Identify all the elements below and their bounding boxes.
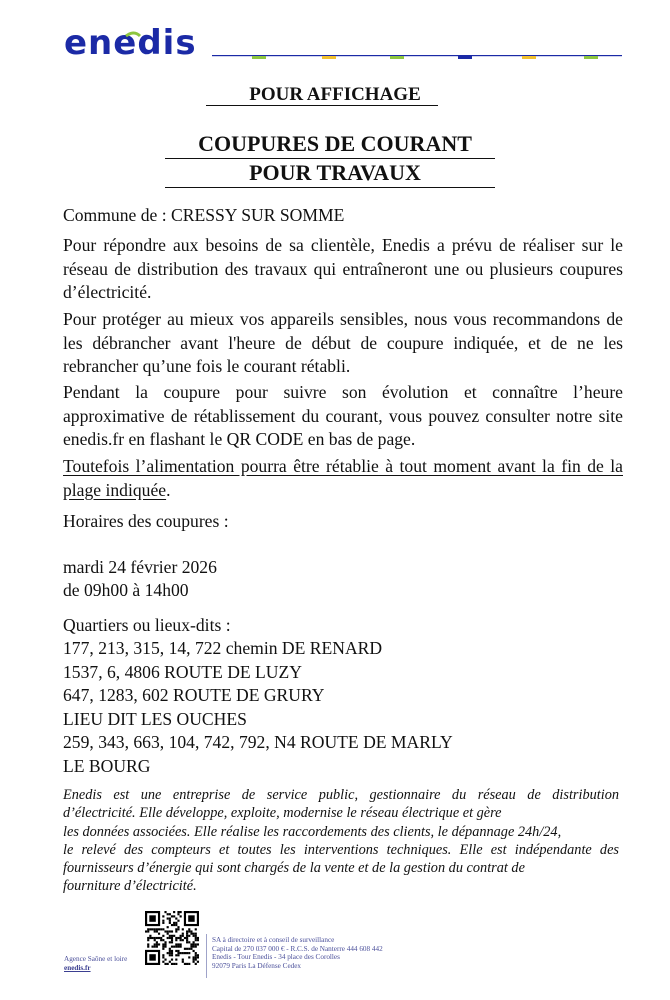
legal-notice	[63, 786, 619, 896]
area-item: 177, 213, 315, 14, 722 chemin DE RENARD	[63, 638, 383, 658]
company-line: Enedis - Tour Enedis - 34 place des Corolles	[212, 953, 340, 962]
agency-name: Agence Saône et loire	[64, 955, 128, 963]
legal-line: fournisseurs d’énergie qui sont chargés de la vente et de la gestion du contrat de	[63, 860, 525, 877]
commune-line: Commune de : CRESSY SUR SOMME	[63, 205, 345, 225]
display-underline	[206, 105, 438, 106]
qr-code-icon[interactable]	[145, 911, 199, 965]
legal-line: fourniture d’électricité.	[63, 878, 197, 895]
areas-label: Quartiers ou lieux-dits :	[63, 615, 231, 635]
agency-block	[64, 955, 127, 972]
area-item: 647, 1283, 602 ROUTE DE GRURY	[63, 685, 325, 705]
warning-period: .	[166, 479, 171, 500]
legal-line: les données associées. Elle réalise les raccordements des clients, le dépannage 24h/24,	[63, 823, 562, 840]
legal-line: le relevé des compteurs et toutes les interventions techniques. Elle est indépendante des	[63, 841, 619, 858]
paragraph-advice: Pour protéger au mieux vos appareils sensibles, nous vous recommandons de les débrancher avant l'heure de début de coupure indiquée, et de ne les rebrancher qu’une fois le courant rétabli.	[63, 309, 623, 376]
warning-underlined-text: Toutefois l’alimentation pourra être rétablie à tout moment avant la fin de la plage indiquée	[63, 456, 623, 500]
company-line: SA à directoire et à conseil de surveillance	[212, 936, 335, 944]
title-rule-2	[165, 187, 495, 188]
paragraph-warning	[63, 455, 623, 502]
legal-line: d’électricité. Elle développe, exploite, modernise le réseau électrique et gère	[63, 805, 502, 822]
footer-divider	[206, 934, 207, 978]
display-notice: POUR AFFICHAGE	[249, 84, 421, 105]
area-item: LIEU DIT LES OUCHES	[63, 708, 247, 729]
svg-text:enedis: enedis	[64, 24, 197, 60]
areas-list	[63, 637, 623, 778]
title-line-2: POUR TRAVAUX	[249, 160, 421, 185]
agency-link[interactable]: enedis.fr	[64, 963, 91, 972]
outage-date: mardi 24 février 2026	[63, 557, 217, 577]
title-rule-1	[165, 158, 495, 159]
title-line-1: COUPURES DE COURANT	[198, 131, 472, 156]
enedis-logo	[64, 24, 214, 60]
area-item: 1537, 6, 4806 ROUTE DE LUZY	[63, 661, 302, 682]
legal-line: Enedis est une entreprise de service public, gestionnaire du réseau de distribution	[63, 787, 619, 803]
company-line: Capital de 270 037 000 € - R.C.S. de Nanterre 444 608 442	[212, 944, 383, 953]
paragraph-intro: Pour répondre aux besoins de sa clientèle, Enedis a prévu de réaliser sur le réseau de distribution des travaux qui entraîneront une ou plusieurs coupures d’électricité.	[63, 235, 623, 302]
area-item: LE BOURG	[63, 755, 151, 776]
schedule-label: Horaires des coupures :	[63, 511, 229, 531]
outage-hours: de 09h00 à 14h00	[63, 580, 189, 600]
area-item: 259, 343, 663, 104, 742, 792, N4 ROUTE DE MARLY	[63, 732, 453, 752]
company-line: 92079 Paris La Défense Cedex	[212, 961, 302, 970]
company-info	[212, 936, 383, 970]
paragraph-tracking: Pendant la coupure pour suivre son évolution et connaître l’heure approximative de rétablissement du courant, vous pouvez consulter notre site enedis.fr en flashant le QR CODE en bas de page.	[63, 382, 623, 449]
brand-dashed-line	[212, 52, 622, 60]
